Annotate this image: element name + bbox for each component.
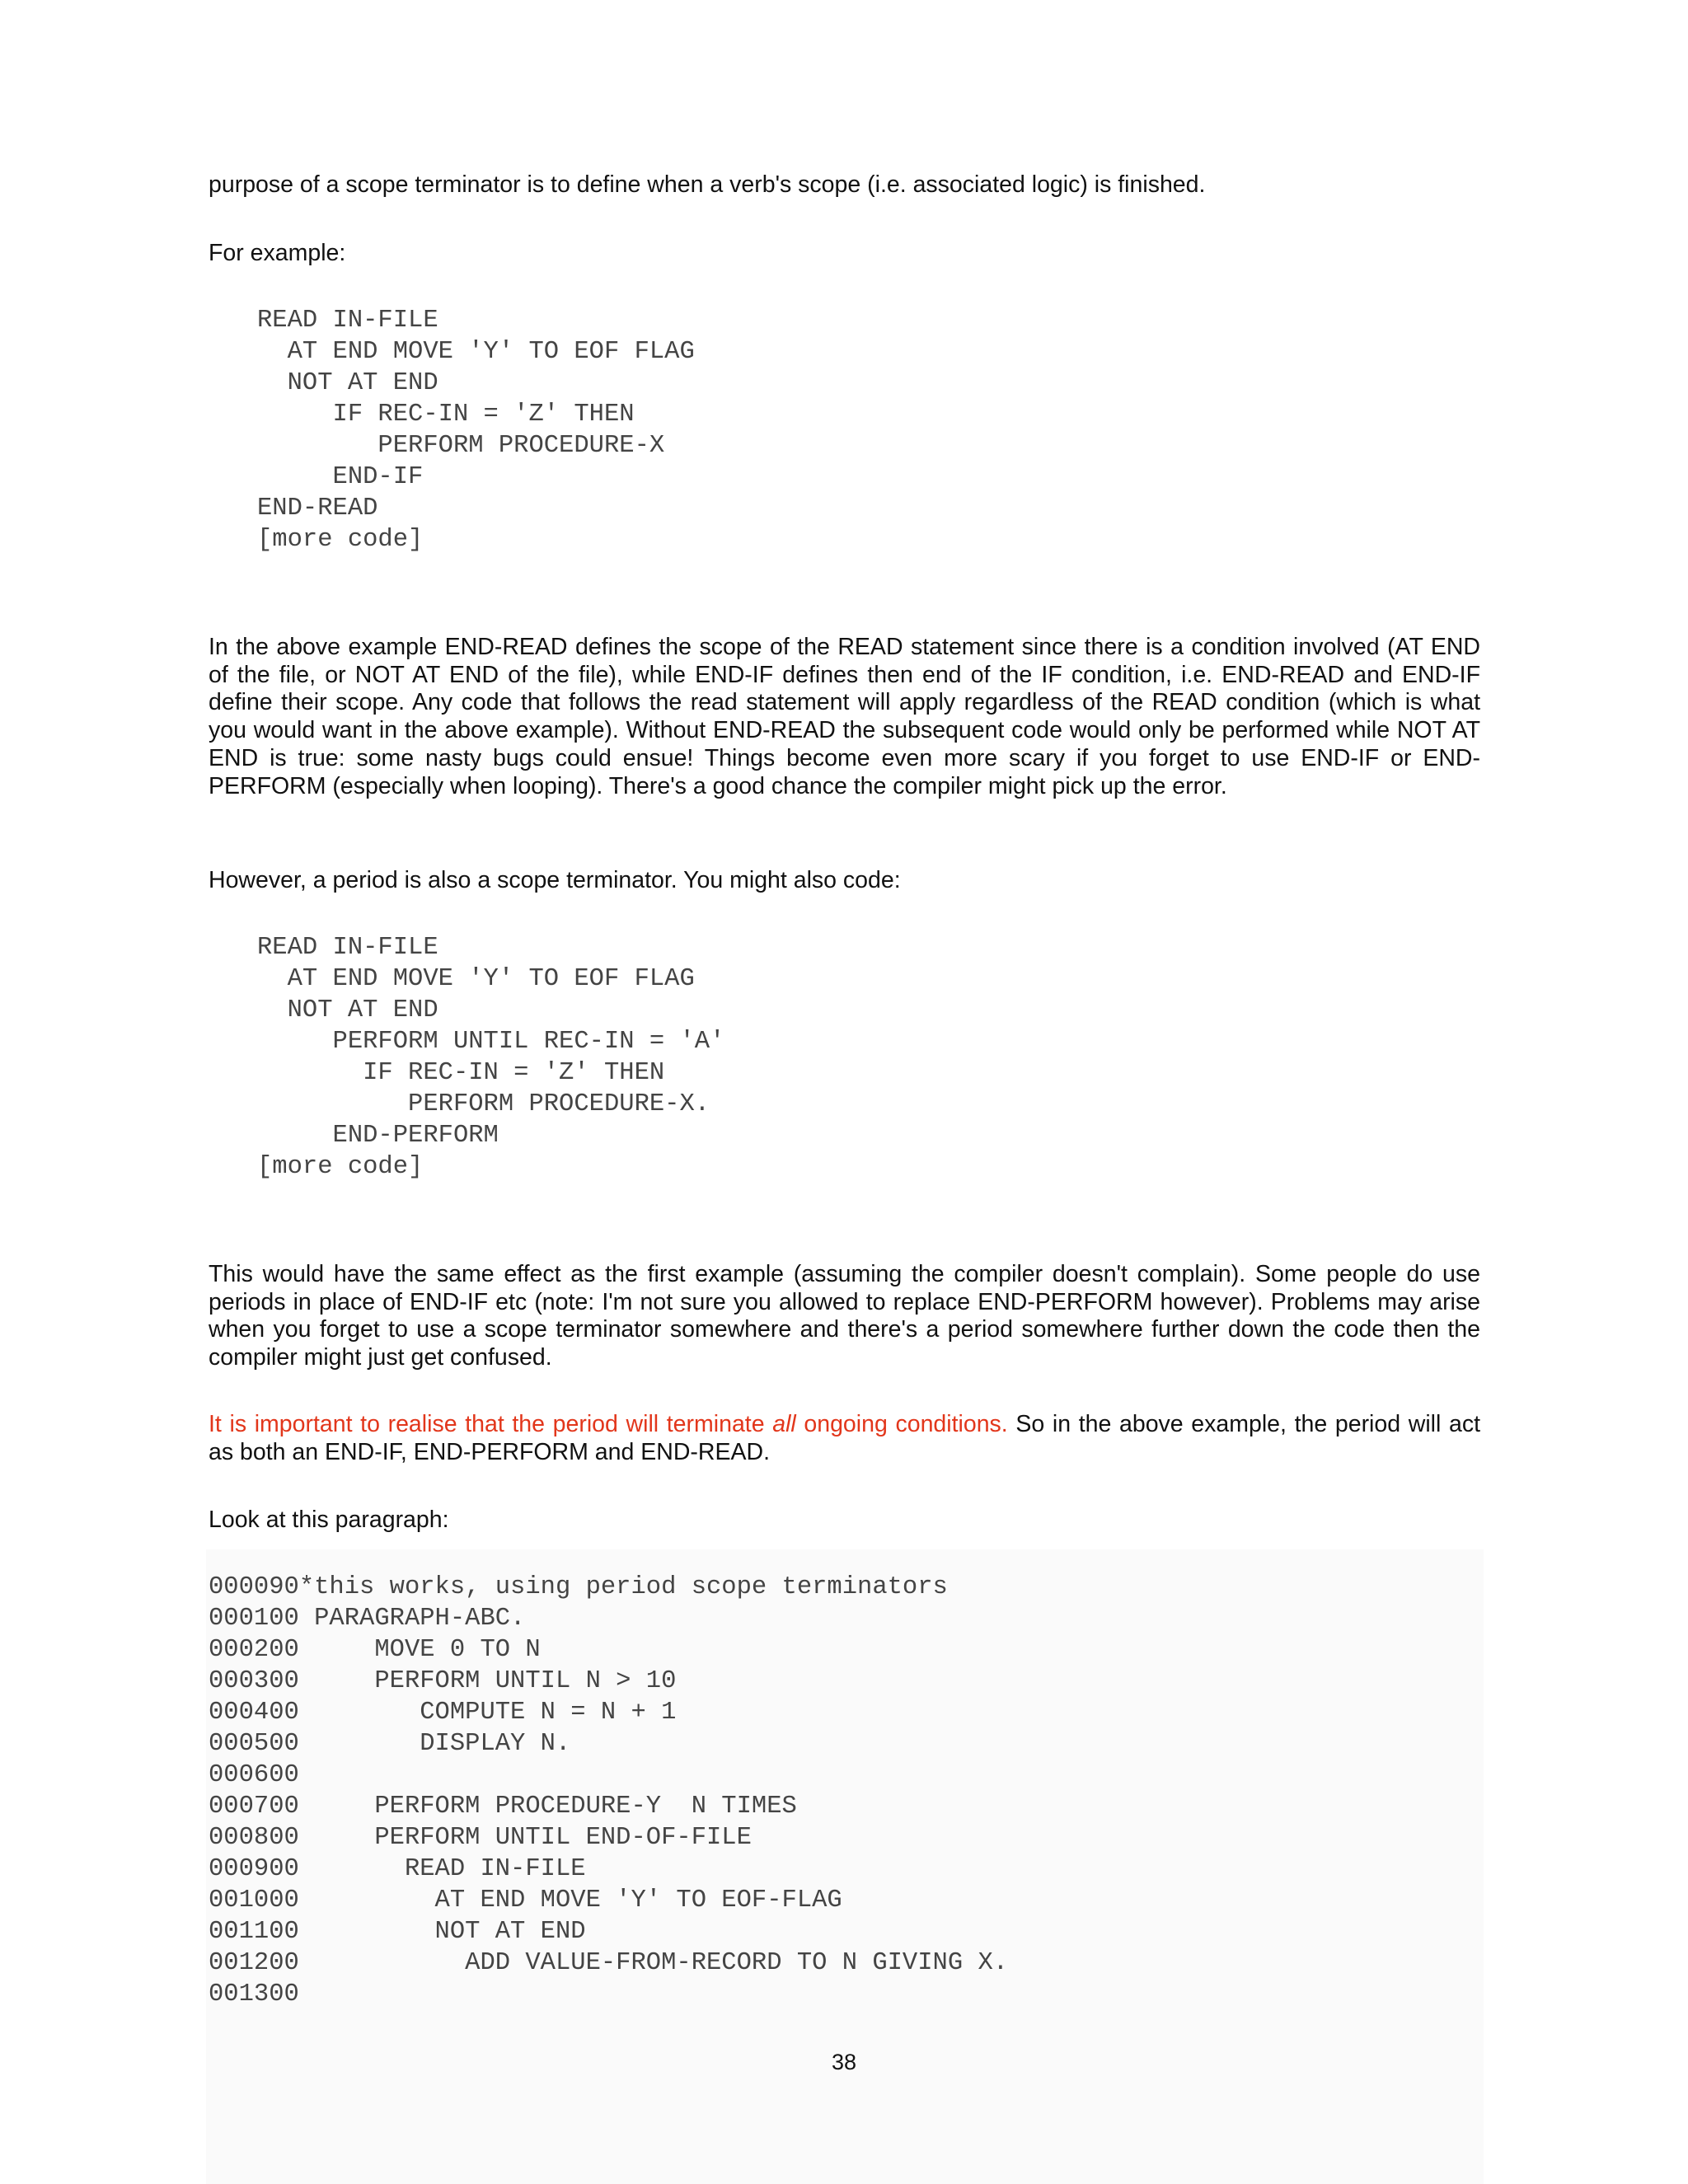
code-line: [more code] — [257, 1153, 424, 1181]
code-line: 001000 AT END MOVE 'Y' TO EOF-FLAG — [209, 1886, 842, 1915]
code-line: 000100 PARAGRAPH-ABC. — [209, 1605, 526, 1633]
for-example-label: For example: — [209, 240, 346, 266]
code-line: 000700 PERFORM PROCEDURE-Y N TIMES — [209, 1793, 797, 1821]
code-line: 001100 NOT AT END — [209, 1918, 586, 1946]
code-line: NOT AT END — [257, 369, 438, 397]
code-line: 001200 ADD VALUE-FROM-RECORD TO N GIVING X. — [209, 1949, 1009, 1977]
above-example-paragraph: In the above example END-READ defines the scope of the READ statement since there is a condition involved (AT END of the file, or NOT AT END of the file), while END-IF defines then end of the IF condition, i.e. END-READ and END-IF define their scope. Any code that follows the read statement will apply regardless of the READ condition (which is what you would want in the above example). Without END-READ the subsequent code would only be performed while NOT AT END is true: some nasty bugs could ensue! Things become even more scary if you forget to use END-IF or END-PERFORM (especially when looping). There's a good chance the compiler might pick up the error. — [209, 634, 1480, 799]
code-line: IF REC-IN = 'Z' THEN — [257, 401, 635, 429]
highlight-italic: all — [772, 1411, 796, 1437]
code-line: 000300 PERFORM UNTIL N > 10 — [209, 1667, 677, 1695]
code-line: PERFORM PROCEDURE-X — [257, 432, 665, 460]
look-paragraph: Look at this paragraph: — [209, 1507, 449, 1533]
code-line: PERFORM UNTIL REC-IN = 'A' — [257, 1028, 725, 1056]
code-line: AT END MOVE 'Y' TO EOF FLAG — [257, 965, 695, 993]
highlight-text: It is important to realise that the period will terminate — [209, 1411, 773, 1437]
highlight-text-end: ongoing conditions. — [795, 1411, 1008, 1437]
code-example-3 — [209, 1572, 1008, 2010]
code-line: 000900 READ IN-FILE — [209, 1855, 586, 1883]
code-line: 000500 DISPLAY N. — [209, 1730, 571, 1758]
code-example-2 — [257, 932, 724, 1183]
same-effect-paragraph: This would have the same effect as the first example (assuming the compiler doesn't complain). Some people do use periods in place of END-IF etc (note: I'm not sure you allowed to replace END-PERFORM however). Problems may arise when you forget to use a scope terminator somewhere and there's a period somewhere further down the code then the compiler might just get confused. — [209, 1261, 1480, 1371]
code-line: END-READ — [257, 494, 378, 523]
code-line: 000800 PERFORM UNTIL END-OF-FILE — [209, 1824, 752, 1852]
code-line: NOT AT END — [257, 996, 438, 1024]
code-line: 000400 COMPUTE N = N + 1 — [209, 1699, 677, 1727]
important-paragraph — [209, 1411, 1480, 1466]
code-line: PERFORM PROCEDURE-X. — [257, 1090, 710, 1118]
code-line: READ IN-FILE — [257, 934, 438, 962]
code-line: AT END MOVE 'Y' TO EOF FLAG — [257, 338, 695, 366]
code-line: END-IF — [257, 463, 424, 491]
page-number: 38 — [831, 2050, 857, 2074]
code-line: READ IN-FILE — [257, 307, 438, 335]
intro-paragraph: purpose of a scope terminator is to define when a verb's scope (i.e. associated logic) is finished. — [209, 171, 1206, 198]
code-line: 000200 MOVE 0 TO N — [209, 1636, 541, 1664]
code-line: 000600 — [209, 1761, 299, 1789]
however-paragraph: However, a period is also a scope terminator. You might also code: — [209, 867, 901, 893]
code-line: 000090*this works, using period scope terminators — [209, 1573, 948, 1601]
code-line: END-PERFORM — [257, 1122, 499, 1150]
code-line: IF REC-IN = 'Z' THEN — [257, 1059, 665, 1087]
code-example-1 — [257, 305, 695, 555]
important-rest: So in the above example, the period will act as both an END-IF, END-PERFORM and END-READ. — [209, 1411, 1480, 1465]
code-line: 001300 — [209, 1980, 299, 2008]
code-line: [more code] — [257, 526, 424, 554]
